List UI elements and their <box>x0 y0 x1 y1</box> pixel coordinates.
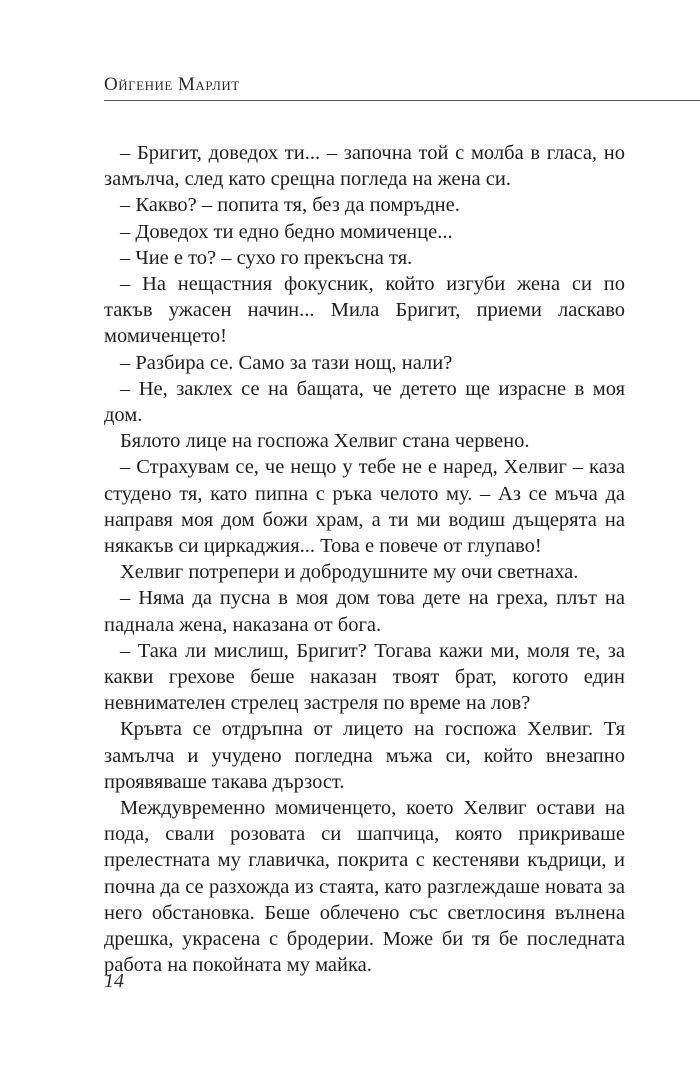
paragraph: – На нещастния фокусник, който изгуби жена си по такъв ужасен начин... Мила Бригит, приеми ласкаво момиченцето! <box>104 273 625 348</box>
paragraph: – Какво? – попита тя, без да помръдне. <box>120 194 460 217</box>
running-header: Ойгение Марлит <box>104 74 240 95</box>
paragraph: – Бригит, доведох ти... – започна той с молба в гласа, но замълча, след като срещна погледа на жена си. <box>104 142 625 191</box>
paragraph: Хелвиг потрепери и добродушните му очи светнаха. <box>120 561 579 584</box>
paragraph: Бялото лице на госпожа Хелвиг стана червено. <box>120 430 530 453</box>
paragraph: Междувременно момиченцето, което Хелвиг остави на пода, свали розовата си шапчица, която прикриваше прелестната му главичка, покрита с кестеняви къдрици, и почна да се разхожда из стаята, като разглеждаше новата за него обстановка. Беше облечено със светлосиня вълнена дрешка, украсена с бродерии. Може би тя бе последната работа на покойната му майка. <box>104 797 625 977</box>
paragraph: – Чие е то? – сухо го прекъсна тя. <box>120 246 413 269</box>
paragraph: – Разбира се. Само за тази нощ, нали? <box>120 351 453 374</box>
paragraph: – Доведох ти едно бедно момиченце... <box>120 220 453 243</box>
paragraph: – Страхувам се, че нещо у тебе не е наред, Хелвиг – каза студено тя, като пипна с ръка челото му. – Аз се мъча да направя моя дом божи храм, а ти ми водиш дъщерята на някакъв си циркаджия... Това е повече от глупаво! <box>104 456 625 558</box>
page-body <box>104 140 625 979</box>
paragraph: – Няма да пусна в моя дом това дете на греха, плът на паднала жена, наказана от бога. <box>104 587 625 636</box>
header-divider <box>104 100 700 101</box>
paragraph: Кръвта се отдръпна от лицето на госпожа Хелвиг. Тя замълча и учудено погледна мъжа си, който внезапно проявяваше такава дързост. <box>104 718 625 793</box>
page-number: 14 <box>104 970 124 992</box>
paragraph: – Така ли мислиш, Бригит? Тогава кажи ми, моля те, за какви грехове беше наказан твоят брат, когото един невнимателен стрелец застреля по време на лов? <box>104 639 625 715</box>
paragraph: – Не, заклех се на бащата, че детето ще израсне в моя дом. <box>104 377 625 427</box>
